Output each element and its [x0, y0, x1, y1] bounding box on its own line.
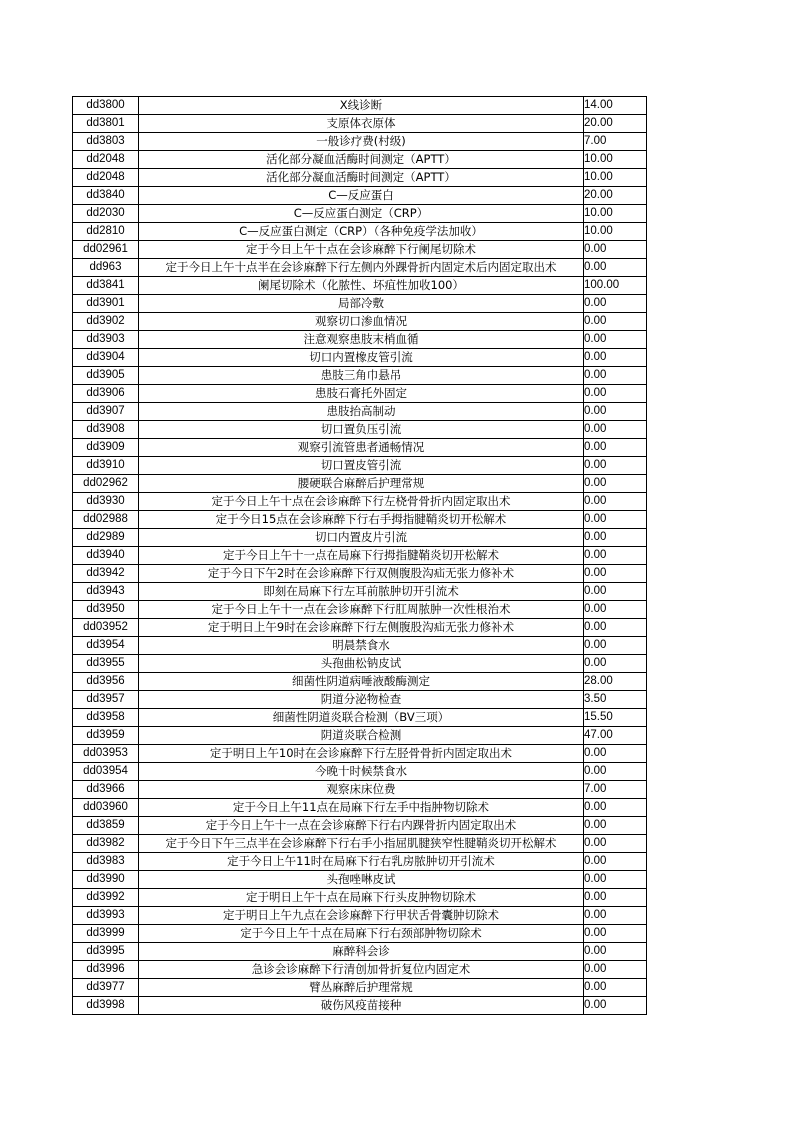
item-code-cell: dd3803	[73, 133, 139, 151]
table-row	[73, 961, 647, 979]
item-code-cell: dd03953	[73, 745, 139, 763]
item-code-cell: dd3801	[73, 115, 139, 133]
item-code-cell: dd3940	[73, 547, 139, 565]
item-price-cell: 28.00	[584, 673, 647, 691]
item-price-cell: 0.00	[584, 457, 647, 475]
table-row	[73, 637, 647, 655]
table-row	[73, 907, 647, 925]
table-row	[73, 547, 647, 565]
item-price-cell: 0.00	[584, 745, 647, 763]
item-name-cell: 切口内置皮片引流	[139, 529, 584, 547]
item-price-cell: 0.00	[584, 655, 647, 673]
item-name-cell: 急诊会诊麻醉下行清创加骨折复位内固定术	[139, 961, 584, 979]
item-price-cell: 20.00	[584, 187, 647, 205]
item-code-cell: dd3908	[73, 421, 139, 439]
item-code-cell: dd3943	[73, 583, 139, 601]
item-code-cell: dd3998	[73, 997, 139, 1015]
item-code-cell: dd963	[73, 259, 139, 277]
item-code-cell: dd3907	[73, 403, 139, 421]
item-name-cell: 麻醉科会诊	[139, 943, 584, 961]
item-name-cell: 切口置皮管引流	[139, 457, 584, 475]
item-name-cell: 头孢唑啉皮试	[139, 871, 584, 889]
table-row	[73, 457, 647, 475]
item-price-cell: 0.00	[584, 871, 647, 889]
item-price-cell: 0.00	[584, 367, 647, 385]
item-price-cell: 0.00	[584, 853, 647, 871]
table-row	[73, 439, 647, 457]
table-row	[73, 223, 647, 241]
item-name-cell: 活化部分凝血活酶时间测定（APTT）	[139, 151, 584, 169]
item-price-cell: 0.00	[584, 403, 647, 421]
item-name-cell: 一般诊疗费(村级)	[139, 133, 584, 151]
table-row	[73, 943, 647, 961]
table-row	[73, 781, 647, 799]
item-price-cell: 0.00	[584, 907, 647, 925]
item-price-cell: 0.00	[584, 565, 647, 583]
item-code-cell: dd3904	[73, 349, 139, 367]
item-price-cell: 0.00	[584, 421, 647, 439]
item-price-cell: 0.00	[584, 385, 647, 403]
item-name-cell: 定于明日上午9时在会诊麻醉下行左侧腹股沟疝无张力修补术	[139, 619, 584, 637]
item-name-cell: 定于今日上午十一点在会诊麻醉下行右内踝骨折内固定取出术	[139, 817, 584, 835]
item-price-cell: 100.00	[584, 277, 647, 295]
item-price-cell: 0.00	[584, 349, 647, 367]
item-code-cell: dd3966	[73, 781, 139, 799]
item-price-cell: 0.00	[584, 475, 647, 493]
item-name-cell: 观察床床位费	[139, 781, 584, 799]
item-price-cell: 0.00	[584, 583, 647, 601]
table-row	[73, 331, 647, 349]
table-row	[73, 925, 647, 943]
item-price-cell: 15.50	[584, 709, 647, 727]
item-code-cell: dd3909	[73, 439, 139, 457]
item-price-cell: 0.00	[584, 817, 647, 835]
item-price-cell: 0.00	[584, 997, 647, 1015]
item-name-cell: 切口置负压引流	[139, 421, 584, 439]
item-code-cell: dd03952	[73, 619, 139, 637]
item-code-cell: dd3982	[73, 835, 139, 853]
item-code-cell: dd3901	[73, 295, 139, 313]
item-name-cell: 支原体衣原体	[139, 115, 584, 133]
table-row	[73, 151, 647, 169]
item-name-cell: 破伤风疫苗接种	[139, 997, 584, 1015]
item-name-cell: 阴道分泌物检查	[139, 691, 584, 709]
item-name-cell: 腰硬联合麻醉后护理常规	[139, 475, 584, 493]
item-name-cell: 今晚十时候禁食水	[139, 763, 584, 781]
item-code-cell: dd3954	[73, 637, 139, 655]
table-row	[73, 403, 647, 421]
item-code-cell: dd3956	[73, 673, 139, 691]
item-name-cell: 阴道炎联合检测	[139, 727, 584, 745]
item-code-cell: dd3983	[73, 853, 139, 871]
table-row	[73, 853, 647, 871]
item-code-cell: dd2048	[73, 151, 139, 169]
item-price-cell: 0.00	[584, 295, 647, 313]
table-row	[73, 835, 647, 853]
item-code-cell: dd3906	[73, 385, 139, 403]
item-code-cell: dd3992	[73, 889, 139, 907]
item-name-cell: C—反应蛋白	[139, 187, 584, 205]
item-name-cell: 阑尾切除术（化脓性、坏疽性加收100）	[139, 277, 584, 295]
table-row	[73, 475, 647, 493]
item-code-cell: dd02961	[73, 241, 139, 259]
item-price-cell: 0.00	[584, 259, 647, 277]
item-name-cell: 定于今日上午十点在会诊麻醉下行阑尾切除术	[139, 241, 584, 259]
item-code-cell: dd3993	[73, 907, 139, 925]
item-price-cell: 3.50	[584, 691, 647, 709]
item-price-cell: 0.00	[584, 979, 647, 997]
item-code-cell: dd2810	[73, 223, 139, 241]
item-price-cell: 0.00	[584, 619, 647, 637]
item-code-cell: dd3959	[73, 727, 139, 745]
item-name-cell: 细菌性阴道病唾液酸酶测定	[139, 673, 584, 691]
item-price-cell: 0.00	[584, 637, 647, 655]
table-row	[73, 277, 647, 295]
item-code-cell: dd2989	[73, 529, 139, 547]
item-price-cell: 0.00	[584, 943, 647, 961]
item-name-cell: 定于明日上午九点在会诊麻醉下行甲状舌骨囊肿切除术	[139, 907, 584, 925]
item-name-cell: 细菌性阴道炎联合检测（BV三项）	[139, 709, 584, 727]
item-code-cell: dd2048	[73, 169, 139, 187]
table-row	[73, 691, 647, 709]
table-row	[73, 871, 647, 889]
item-name-cell: 患肢石膏托外固定	[139, 385, 584, 403]
item-price-cell: 10.00	[584, 151, 647, 169]
item-name-cell: C—反应蛋白测定（CRP）（各种免疫学法加收）	[139, 223, 584, 241]
table-row	[73, 367, 647, 385]
table-row	[73, 241, 647, 259]
item-name-cell: C—反应蛋白测定（CRP）	[139, 205, 584, 223]
item-code-cell: dd3999	[73, 925, 139, 943]
item-name-cell: 头孢曲松钠皮试	[139, 655, 584, 673]
fee-item-table	[72, 96, 647, 1015]
item-price-cell: 0.00	[584, 547, 647, 565]
item-code-cell: dd03960	[73, 799, 139, 817]
item-price-cell: 7.00	[584, 781, 647, 799]
item-price-cell: 0.00	[584, 241, 647, 259]
item-price-cell: 14.00	[584, 97, 647, 115]
item-code-cell: dd3859	[73, 817, 139, 835]
table-row	[73, 295, 647, 313]
item-price-cell: 0.00	[584, 529, 647, 547]
item-code-cell: dd02962	[73, 475, 139, 493]
item-code-cell: dd3840	[73, 187, 139, 205]
table-row	[73, 817, 647, 835]
item-code-cell: dd3957	[73, 691, 139, 709]
item-name-cell: 定于今日上午十一点在会诊麻醉下行肛周脓肿一次性根治术	[139, 601, 584, 619]
table-row	[73, 187, 647, 205]
item-code-cell: dd3942	[73, 565, 139, 583]
item-code-cell: dd3977	[73, 979, 139, 997]
item-code-cell: dd3841	[73, 277, 139, 295]
table-row	[73, 673, 647, 691]
item-price-cell: 47.00	[584, 727, 647, 745]
table-row	[73, 313, 647, 331]
item-price-cell: 0.00	[584, 889, 647, 907]
table-row	[73, 421, 647, 439]
item-code-cell: dd3955	[73, 655, 139, 673]
table-row	[73, 493, 647, 511]
item-name-cell: 定于今日上午十点半在会诊麻醉下行左侧内外踝骨折内固定术后内固定取出术	[139, 259, 584, 277]
table-row	[73, 133, 647, 151]
item-name-cell: 即刻在局麻下行左耳前脓肿切开引流术	[139, 583, 584, 601]
item-name-cell: 定于今日上午11点在局麻下行左手中指肿物切除术	[139, 799, 584, 817]
table-row	[73, 385, 647, 403]
item-name-cell: 注意观察患肢末梢血循	[139, 331, 584, 349]
item-code-cell: dd3995	[73, 943, 139, 961]
table-row	[73, 97, 647, 115]
item-name-cell: 定于明日上午十点在局麻下行头皮肿物切除术	[139, 889, 584, 907]
item-price-cell: 0.00	[584, 511, 647, 529]
item-price-cell: 10.00	[584, 223, 647, 241]
table-row	[73, 583, 647, 601]
table-row	[73, 745, 647, 763]
table-row	[73, 259, 647, 277]
table-row	[73, 727, 647, 745]
item-code-cell: dd3910	[73, 457, 139, 475]
item-name-cell: 局部冷敷	[139, 295, 584, 313]
table-row	[73, 619, 647, 637]
table-row	[73, 799, 647, 817]
item-name-cell: 患肢抬高制动	[139, 403, 584, 421]
item-name-cell: X线诊断	[139, 97, 584, 115]
item-code-cell: dd3930	[73, 493, 139, 511]
item-price-cell: 0.00	[584, 925, 647, 943]
item-name-cell: 定于今日15点在会诊麻醉下行右手拇指腱鞘炎切开松解术	[139, 511, 584, 529]
table-row	[73, 169, 647, 187]
item-code-cell: dd2030	[73, 205, 139, 223]
item-code-cell: dd3990	[73, 871, 139, 889]
table-row	[73, 979, 647, 997]
item-price-cell: 0.00	[584, 313, 647, 331]
table-row	[73, 529, 647, 547]
item-code-cell: dd3958	[73, 709, 139, 727]
table-row	[73, 205, 647, 223]
table-row	[73, 601, 647, 619]
item-price-cell: 7.00	[584, 133, 647, 151]
item-code-cell: dd3800	[73, 97, 139, 115]
table-row	[73, 511, 647, 529]
table-row	[73, 889, 647, 907]
table-row	[73, 709, 647, 727]
item-price-cell: 10.00	[584, 205, 647, 223]
item-code-cell: dd02988	[73, 511, 139, 529]
item-name-cell: 切口内置橡皮管引流	[139, 349, 584, 367]
item-code-cell: dd3903	[73, 331, 139, 349]
item-price-cell: 0.00	[584, 961, 647, 979]
item-code-cell: dd3950	[73, 601, 139, 619]
item-name-cell: 定于今日上午十一点在局麻下行拇指腱鞘炎切开松解术	[139, 547, 584, 565]
item-name-cell: 定于明日上午10时在会诊麻醉下行左胫骨骨折内固定取出术	[139, 745, 584, 763]
item-code-cell: dd3996	[73, 961, 139, 979]
table-row	[73, 655, 647, 673]
item-code-cell: dd03954	[73, 763, 139, 781]
item-name-cell: 明晨禁食水	[139, 637, 584, 655]
table-row	[73, 997, 647, 1015]
item-name-cell: 定于今日上午11时在局麻下行右乳房脓肿切开引流术	[139, 853, 584, 871]
item-price-cell: 0.00	[584, 763, 647, 781]
item-price-cell: 0.00	[584, 493, 647, 511]
table-row	[73, 565, 647, 583]
item-code-cell: dd3905	[73, 367, 139, 385]
item-name-cell: 定于今日上午十点在局麻下行右颈部肿物切除术	[139, 925, 584, 943]
fee-item-table-body	[73, 97, 647, 1015]
item-price-cell: 20.00	[584, 115, 647, 133]
table-row	[73, 115, 647, 133]
item-name-cell: 臂丛麻醉后护理常规	[139, 979, 584, 997]
item-name-cell: 患肢三角巾悬吊	[139, 367, 584, 385]
item-name-cell: 活化部分凝血活酶时间测定（APTT）	[139, 169, 584, 187]
item-code-cell: dd3902	[73, 313, 139, 331]
item-name-cell: 定于今日下午三点半在会诊麻醉下行右手小指屈肌腱狭窄性腱鞘炎切开松解术	[139, 835, 584, 853]
item-price-cell: 0.00	[584, 601, 647, 619]
item-price-cell: 0.00	[584, 835, 647, 853]
item-name-cell: 观察切口渗血情况	[139, 313, 584, 331]
item-price-cell: 0.00	[584, 331, 647, 349]
table-row	[73, 763, 647, 781]
item-price-cell: 10.00	[584, 169, 647, 187]
item-price-cell: 0.00	[584, 439, 647, 457]
item-name-cell: 观察引流管患者通畅情况	[139, 439, 584, 457]
table-row	[73, 349, 647, 367]
item-name-cell: 定于今日下午2时在会诊麻醉下行双侧腹股沟疝无张力修补术	[139, 565, 584, 583]
item-price-cell: 0.00	[584, 799, 647, 817]
item-name-cell: 定于今日上午十点在会诊麻醉下行左桡骨骨折内固定取出术	[139, 493, 584, 511]
